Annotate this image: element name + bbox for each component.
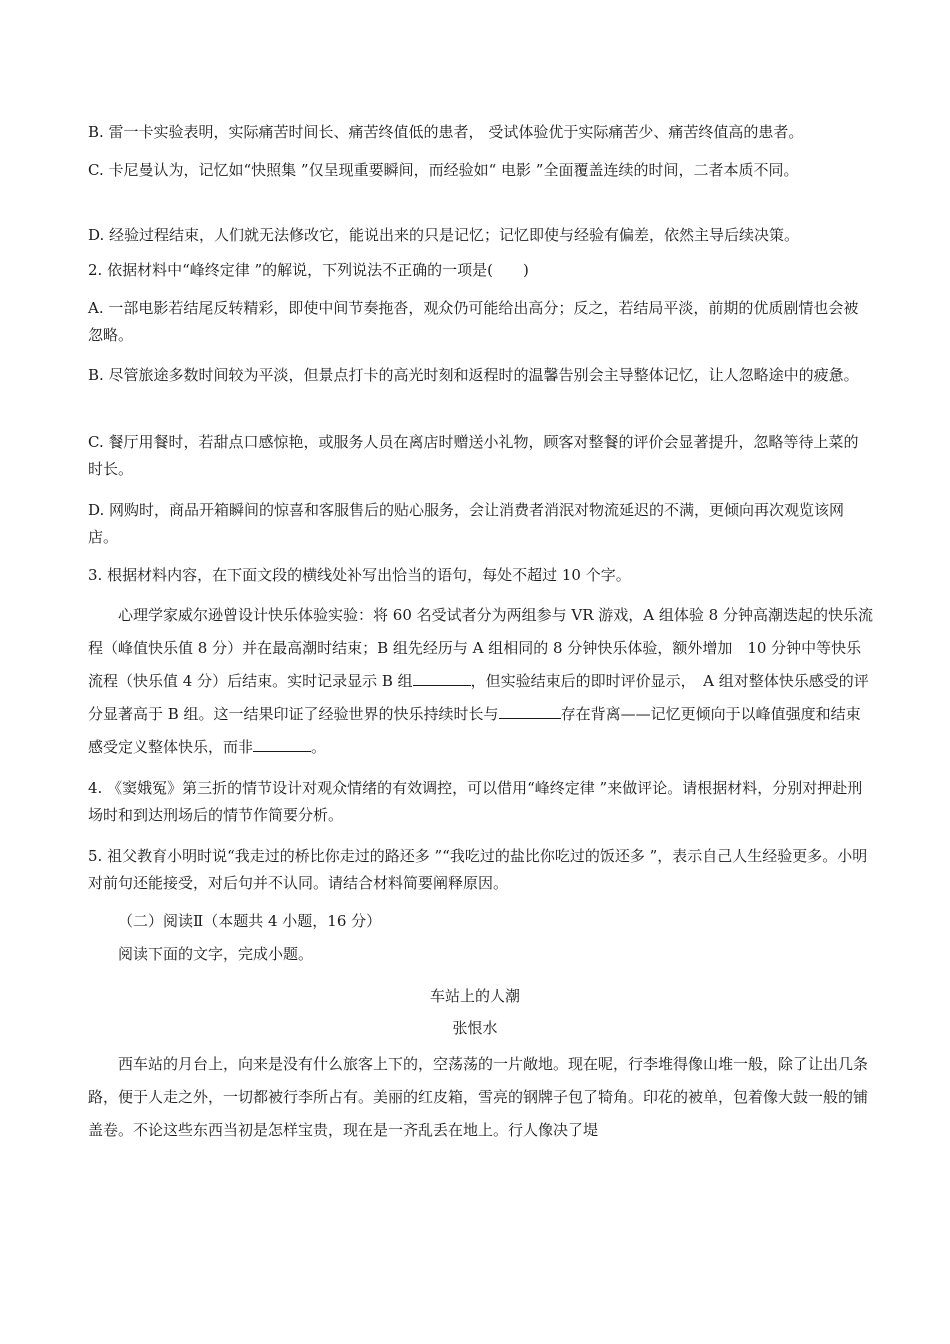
q2-option-d: D. 网购时，商品开箱瞬间的惊喜和客服售后的贴心服务，会让消费者消泯对物流延迟的不满，更倾向再次观览该网店。: [88, 501, 845, 546]
q3-passage-part1: 心理学家威尔逊曾设计快乐体验实验：将 60 名受试者分为两组参与 VR 游戏，A 组体验 8 分钟高潮迭起的快乐流程（峰值快乐值 8 分）并在最高潮时结束；B 组先经历与 A 组相同的 8 分钟快乐体验，额外增加 10 分钟中等快乐流程（快乐值 4 分）后结束。实时记录显示 B 组: [88, 606, 873, 690]
q2-option-a: A. 一部电影若结尾反转精彩，即使中间节奏拖沓，观众仍可能给出高分；反之，若结局平淡，前期的优质剧情也会被忽略。: [88, 299, 859, 344]
q2-option-c: C. 餐厅用餐时，若甜点口感惊艳，或服务人员在离店时赠送小礼物，顾客对整餐的评价会显著提升，忽略等待上菜的时长。: [88, 433, 859, 478]
article-author: 张恨水: [452, 1019, 498, 1037]
article-paragraph: 西车站的月台上，向来是没有什么旅客上下的，空荡荡的一片敞地。现在呢，行李堆得像山堆一般，除了让出几条路，便于人走之外，一切都被行李所占有。美丽的红皮箱，雪亮的钢牌子包了犄角。印花的被单，包着像大鼓一般的铺盖卷。不论这些东西当初是怎样宝贵，现在是一齐乱丢在地上。行人像决了堤: [88, 1055, 869, 1139]
q4-text: 4. 《窦娥冤》第三折的情节设计对观众情绪的有效调控，可以借用“峰终定律 ”来做评论。请根据材料，分别对押赴刑场时和到达刑场后的情节作简要分析。: [88, 779, 863, 824]
q1-option-b: B. 雷一卡实验表明，实际痛苦时间长、痛苦终值低的患者， 受试体验优于实际痛苦少、痛苦终值高的患者。: [88, 123, 804, 141]
q3-blank-3[interactable]: [253, 737, 311, 752]
q2-option-b: B. 尽管旅途多数时间较为平淡，但景点打卡的高光时刻和返程时的温馨告别会主导整体记忆，让人忽略途中的疲惫。: [88, 366, 859, 384]
q1-option-c: C. 卡尼曼认为，记忆如“快照集 ”仅呈现重要瞬间，而经验如“ 电影 ”全面覆盖连续的时间，二者本质不同。: [88, 161, 799, 179]
q3-passage-part4: 。: [311, 738, 327, 756]
q1-option-d: D. 经验过程结束，人们就无法修改它，能说出来的只是记忆；记忆即使与经验有偏差，依然主导后续决策。: [88, 226, 800, 244]
section2-instruction: 阅读下面的文字，完成小题。: [118, 945, 314, 963]
q3-passage-part3: 存在背离——记忆更倾向于以峰值强度和结束感受定义整体快乐，而非: [88, 705, 861, 756]
q3-blank-1[interactable]: [413, 671, 471, 686]
q3-stem: 3. 根据材料内容，在下面文段的横线处补写出恰当的语句，每处不超过 10 个字。: [88, 566, 631, 584]
q3-passage: [88, 599, 873, 764]
q5-text: 5. 祖父教育小明时说“我走过的桥比你走过的路还多 ”“我吃过的盐比你吃过的饭还多 ”，表示自己人生经验更多。小明对前句还能接受，对后句并不认同。请结合材料简要阐释原因。: [88, 847, 868, 892]
q2-stem: 2. 依据材料中“峰终定律 ”的解说，下列说法不正确的一项是( ): [88, 261, 529, 279]
article-title: 车站上的人潮: [429, 987, 520, 1005]
q3-blank-2[interactable]: [499, 704, 561, 719]
section2-heading: （二）阅读Ⅱ（本题共 4 小题，16 分）: [118, 912, 382, 930]
q3-passage-part2: ，但实验结束后的即时评价显示， A 组对整体快乐感受的评分显著高于 B 组。这一结果印证了经验世界的快乐持续时长与: [88, 672, 869, 723]
